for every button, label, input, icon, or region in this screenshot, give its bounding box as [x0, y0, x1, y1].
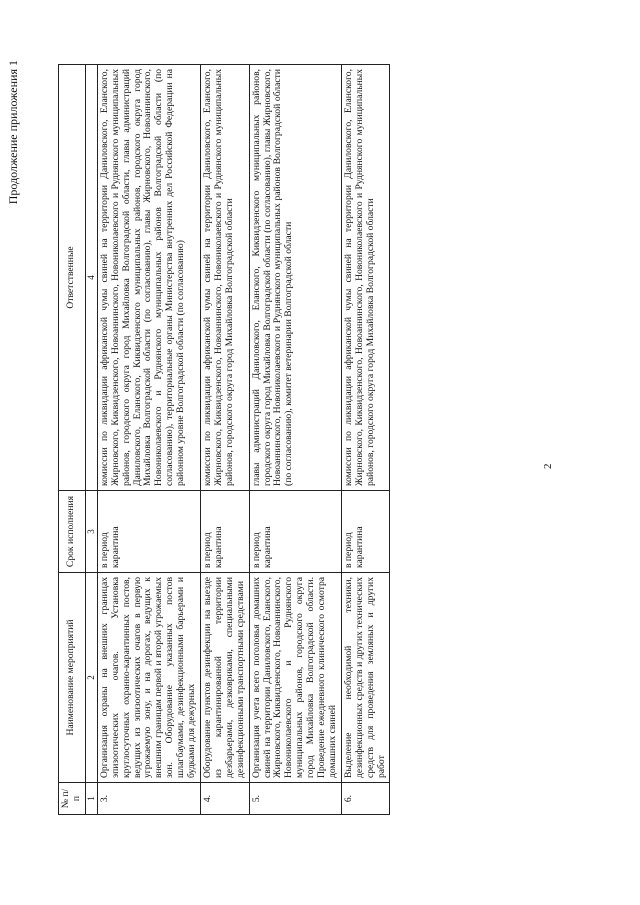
header-responsible: Ответственные — [59, 65, 86, 491]
row-num: 6. — [341, 783, 390, 815]
page-number: 2 — [542, 463, 554, 469]
appendix-caption: Продолжение приложения 1 — [6, 60, 20, 205]
column-number: 1 — [85, 783, 97, 815]
row-num: 5. — [249, 783, 341, 815]
row-term: в период карантина — [97, 491, 200, 573]
table-row — [249, 65, 341, 815]
header-num: № п/п — [59, 783, 86, 815]
column-numbers-row — [85, 65, 97, 815]
column-number: 4 — [85, 65, 97, 491]
header-name: Наименование мероприятий — [59, 573, 86, 783]
row-responsible: комиссии по ликвидации африканской чумы свиней на территории Даниловского, Еланского, Жирновского, Киквидзенского, Новоаннинского, Новониколаевского и Руднянского муниципальных районов, городского округа город Михайловка Волгоградской области — [341, 65, 390, 491]
table-header-row — [59, 65, 86, 815]
measures-table — [58, 64, 390, 815]
column-number: 3 — [85, 491, 97, 573]
row-name: Организация охраны на внешних границах эпизоотических очагов. Установка круглосуточных охранно-карантинных постов, ведущих из эпизоотических очагов в первую угрожаемую зону, и на дорогах, ведущих к внешним границам первой и второй угрожаемых зон. Оборудование указанных постов шлагбаумами, дезинфекционными барьерами и будками для дежурных — [97, 573, 200, 783]
row-term: в период карантина — [200, 491, 249, 573]
row-num: 3. — [97, 783, 200, 815]
column-number: 2 — [85, 573, 97, 783]
header-term: Срок исполнения — [59, 491, 86, 573]
row-responsible: комиссии по ликвидации африканской чумы свиней на территории Даниловского, Еланского, Жирновского, Киквидзенского, Новоаннинского, Новониколаевского и Руднянского муниципальных районов, городского округа город Михайловка Волгоградской области, главы администраций Даниловского, Еланского, Киквидзенского муниципальных районов, городского округа город Михайловка Волгоградской области (по согласованию), главы Жирновского, Новоаннинского, Новониколаевского и Руднянского муниципальных районов Волгоградской области (по согласованию), территориальные органы Министерства внутренних дел Российской Федерации на районном уровне Волгоградской области (по согласованию) — [97, 65, 200, 491]
row-responsible: комиссии по ликвидации африканской чумы свиней на территории Даниловского, Еланского, Жирновского, Киквидзенского, Новоаннинского, Новониколаевского и Руднянского муниципальных районов, городского округа город Михайловка Волгоградской области — [200, 65, 249, 491]
row-name: Организация учета всего поголовья домашних свиней на территории Даниловского, Еланского, Жирновского, Киквидзенского, Новоаннинского, Новониколаевского и Руднянского муниципальных районов, городского округа город Михайловка Волгоградской области. Проведение ежедневного клинического осмотра домашних свиней — [249, 573, 341, 783]
table-row — [341, 65, 390, 815]
row-term: в период карантина — [341, 491, 390, 573]
row-name: Оборудование пунктов дезинфекции на выезде из карантинированной территории дезбарьерами, дезковриками, специальными дезинфекционными транспортными средствами — [200, 573, 249, 783]
table-row — [97, 65, 200, 815]
row-num: 4. — [200, 783, 249, 815]
row-term: в период карантина — [249, 491, 341, 573]
row-name: Выделение необходимой техники, дезинфекционных средств и других технических средств для проведения земляных и других работ — [341, 573, 390, 783]
table-row — [200, 65, 249, 815]
row-responsible: главы администраций Даниловского, Еланского, Киквидзенского муниципальных районов, городского округа город Михайловка Волгоградской области (по согласованию), главы Жирновского, Новоаннинского, Новониколаевского и Руднянского муниципальных районов Волгоградской области (по согласованию), комитет ветеринарии Волгоградской области — [249, 65, 341, 491]
